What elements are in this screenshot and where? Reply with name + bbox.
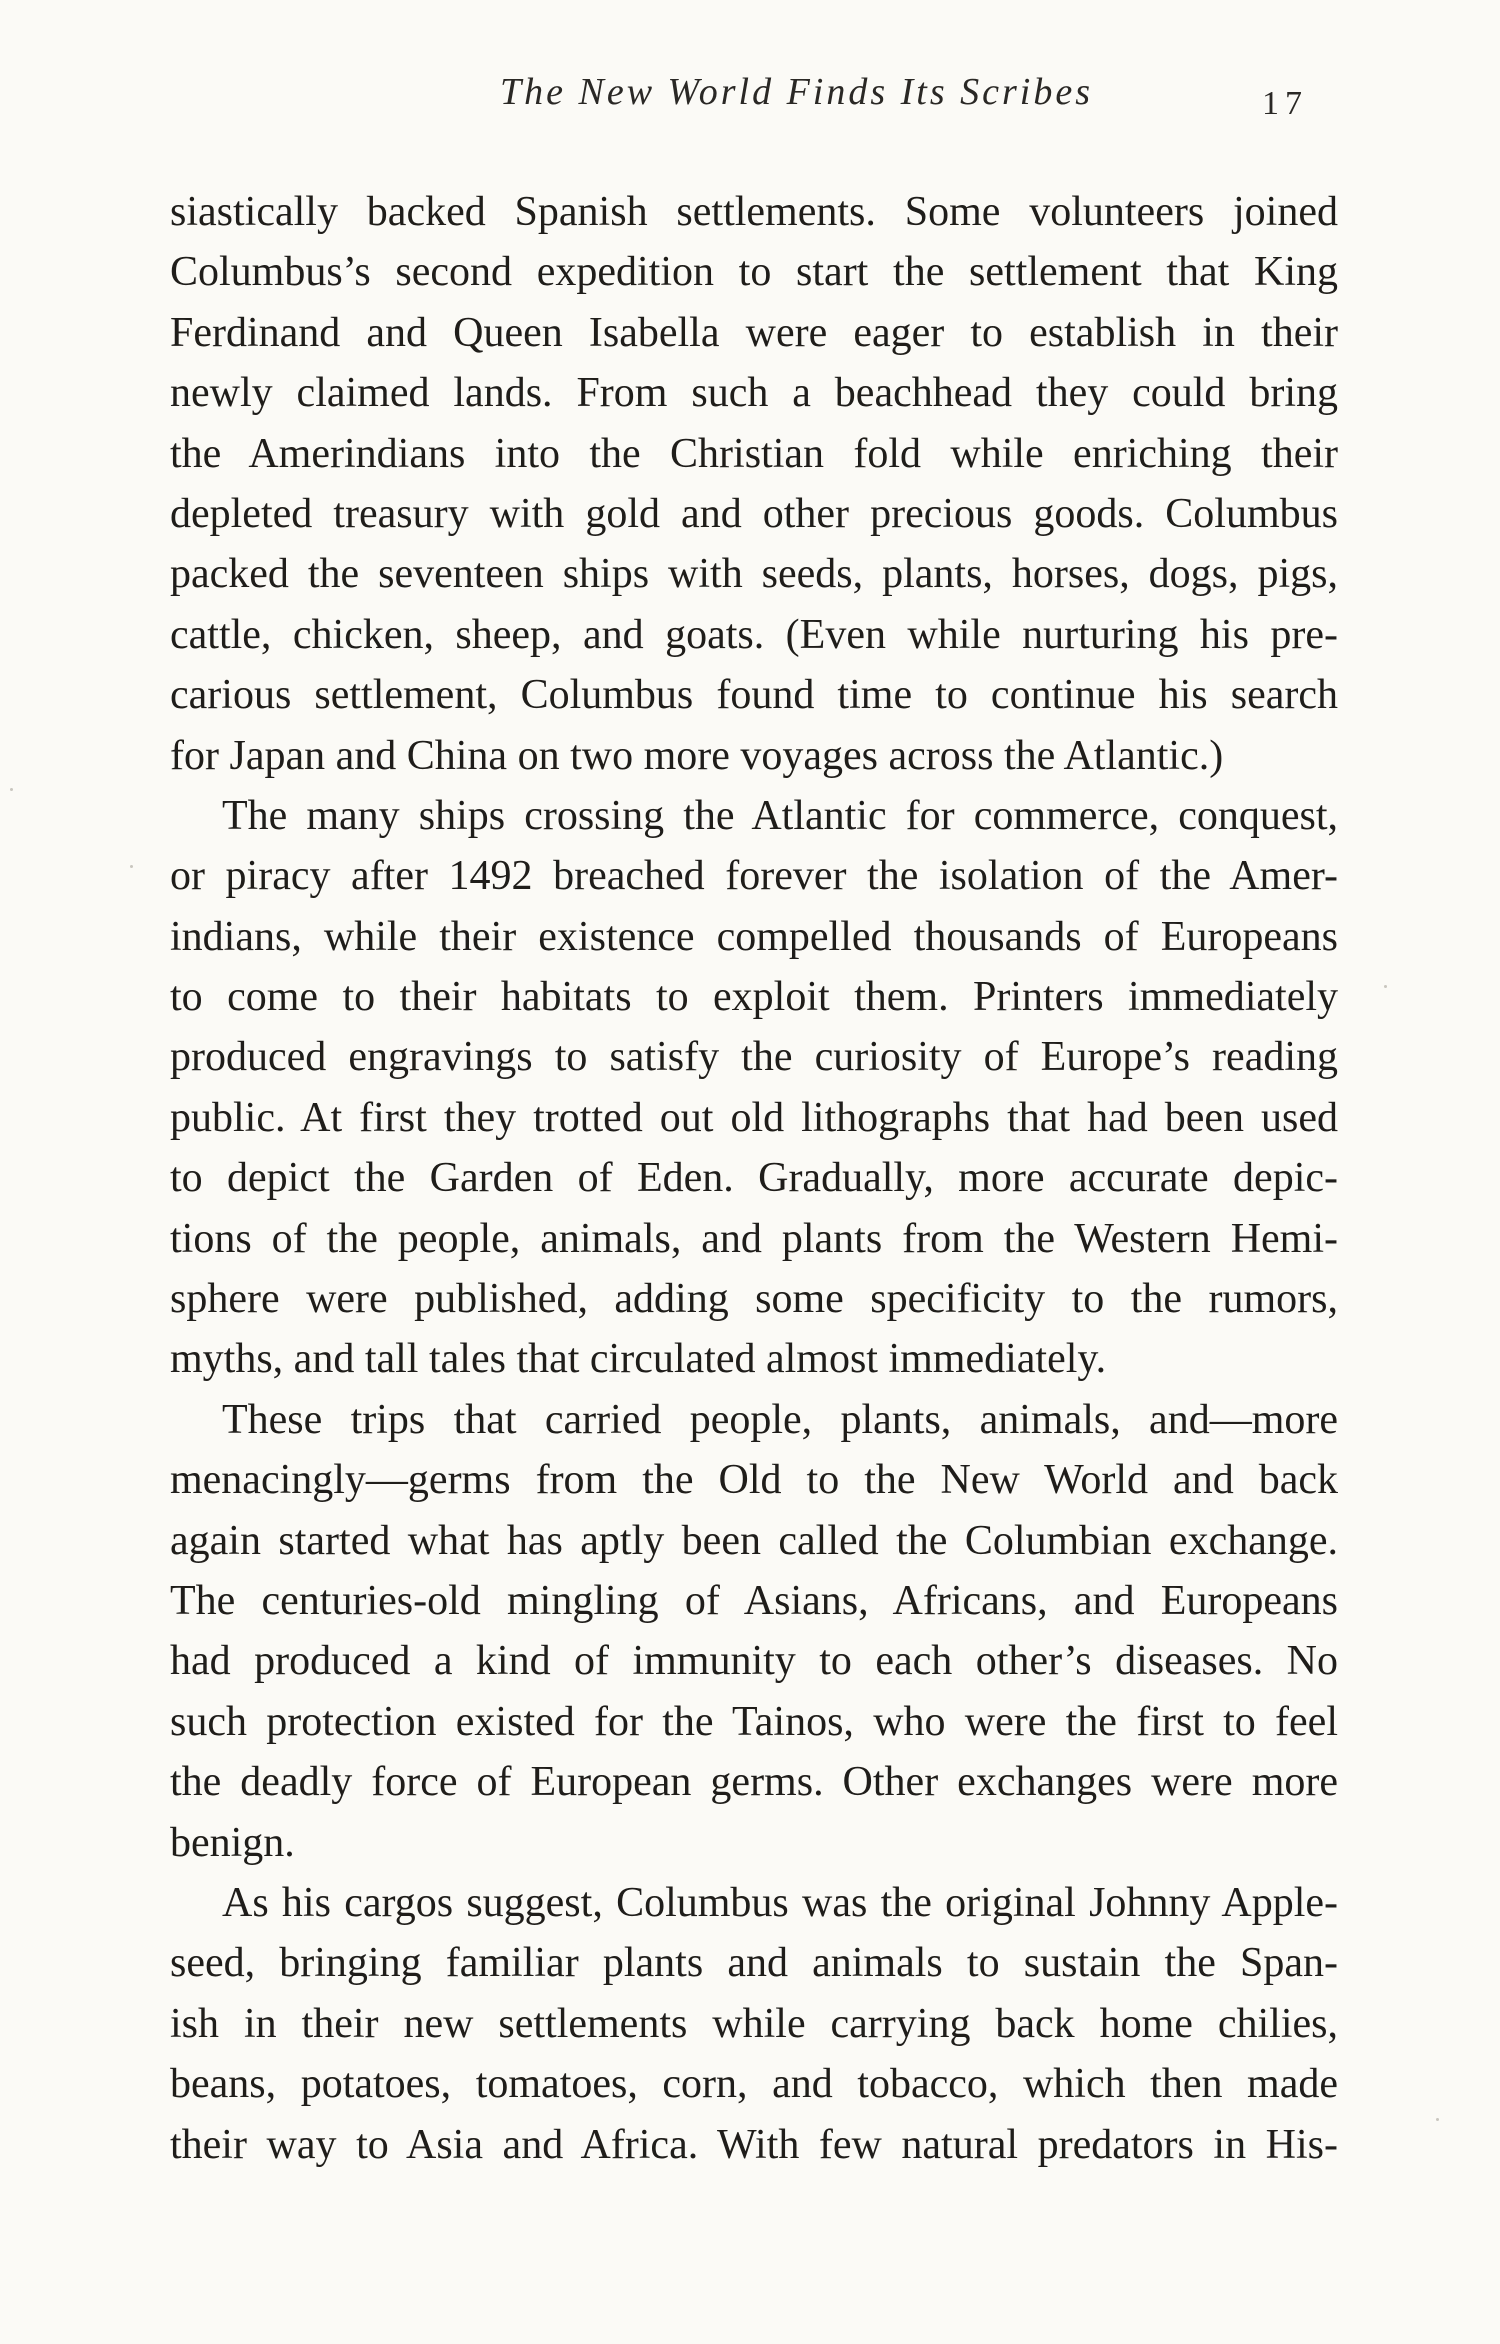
scan-speck bbox=[10, 788, 13, 791]
text-line: the Amerindians into the Christian fold while enriching their bbox=[170, 430, 1338, 477]
text-line: carious settlement, Columbus found time to continue his search bbox=[170, 672, 1338, 719]
text-line: newly claimed lands. From such a beachhead they could bring bbox=[170, 370, 1338, 417]
text-line: tions of the people, animals, and plants from the Western Hemi- bbox=[170, 1215, 1338, 1262]
text-line: These trips that carried people, plants, animals, and—more bbox=[222, 1396, 1338, 1443]
text-line: The many ships crossing the Atlantic for commerce, conquest, bbox=[222, 792, 1338, 839]
text-line: the deadly force of European germs. Other exchanges were more bbox=[170, 1759, 1338, 1806]
text-line: benign. bbox=[170, 1819, 295, 1866]
text-line: again started what has aptly been called the Columbian exchange. bbox=[170, 1517, 1338, 1564]
text-line: myths, and tall tales that circulated almost immediately. bbox=[170, 1336, 1107, 1383]
text-line: to come to their habitats to exploit them. Printers immediately bbox=[170, 974, 1338, 1021]
text-line: to depict the Garden of Eden. Gradually, more accurate depic- bbox=[170, 1155, 1338, 1202]
text-line: Ferdinand and Queen Isabella were eager to establish in their bbox=[170, 309, 1338, 356]
page-number: 17 bbox=[1262, 85, 1308, 122]
text-line: siastically backed Spanish settlements. Some volunteers joined bbox=[170, 189, 1338, 235]
text-line: menacingly—germs from the Old to the New World and back bbox=[170, 1457, 1338, 1504]
text-line: depleted treasury with gold and other precious goods. Columbus bbox=[170, 490, 1338, 537]
text-line: Columbus’s second expedition to start the settlement that King bbox=[170, 249, 1338, 296]
running-head: The New World Finds Its Scribes bbox=[500, 71, 1093, 113]
text-line: their way to Asia and Africa. With few natural predators in His- bbox=[170, 2121, 1338, 2168]
text-line: The centuries-old mingling of Asians, Africans, and Europeans bbox=[170, 1577, 1338, 1624]
scan-speck bbox=[1436, 2118, 1439, 2121]
body-text bbox=[170, 182, 1338, 2175]
text-line: or piracy after 1492 breached forever the isolation of the Amer- bbox=[170, 853, 1338, 900]
text-line: produced engravings to satisfy the curiosity of Europe’s reading bbox=[170, 1034, 1338, 1081]
text-line: packed the seventeen ships with seeds, plants, horses, dogs, pigs, bbox=[170, 551, 1338, 598]
text-line: such protection existed for the Tainos, who were the first to feel bbox=[170, 1698, 1338, 1745]
text-line: public. At first they trotted out old lithographs that had been used bbox=[170, 1094, 1338, 1141]
scan-speck bbox=[1384, 985, 1387, 988]
text-line: seed, bringing familiar plants and animals to sustain the Span- bbox=[170, 1940, 1338, 1987]
text-line: ish in their new settlements while carrying back home chilies, bbox=[170, 2000, 1338, 2047]
text-line: As his cargos suggest, Columbus was the original Johnny Apple- bbox=[222, 1879, 1338, 1926]
text-line: for Japan and China on two more voyages across the Atlantic.) bbox=[170, 732, 1224, 779]
text-line: had produced a kind of immunity to each other’s diseases. No bbox=[170, 1638, 1338, 1685]
text-line: cattle, chicken, sheep, and goats. (Even while nurturing his pre- bbox=[170, 611, 1338, 658]
text-line: indians, while their existence compelled thousands of Europeans bbox=[170, 913, 1338, 960]
text-line: sphere were published, adding some specificity to the rumors, bbox=[170, 1276, 1338, 1323]
scan-speck bbox=[130, 865, 133, 868]
text-line: beans, potatoes, tomatoes, corn, and tobacco, which then made bbox=[170, 2061, 1338, 2108]
